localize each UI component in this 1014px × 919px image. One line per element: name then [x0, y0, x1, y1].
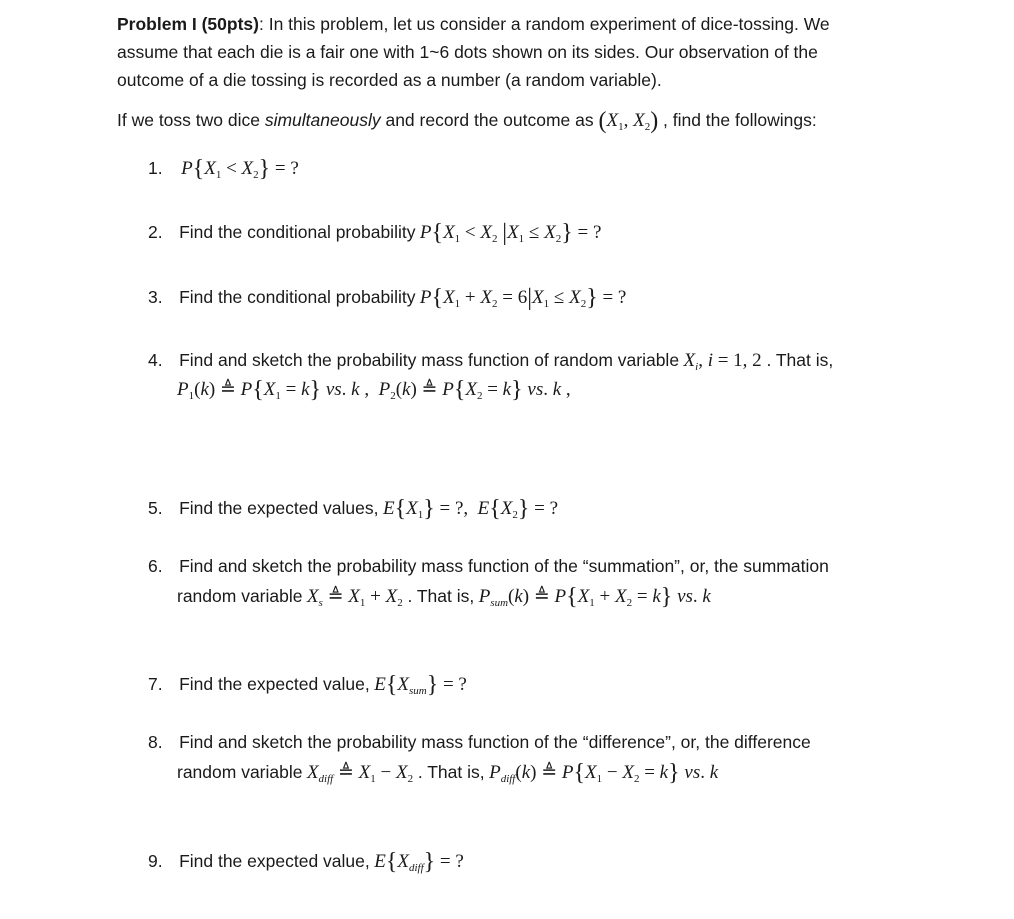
- setup-math: ($X_1$, $X_2$): [598, 108, 659, 134]
- question-9-math: $E\{X_{diff}\}$ = ?: [374, 849, 464, 875]
- question-4: [148, 351, 833, 371]
- question-6-text: Find and sketch the probability mass function of the “summation”, or, the summation: [179, 556, 829, 576]
- question-2-text: Find the conditional probability: [179, 222, 416, 242]
- question-number: 4.: [148, 350, 163, 370]
- question-8: [148, 734, 811, 753]
- question-6-math-2: $P_{sum}(k)$ ≜ $P\{X_1 + X_2 = k\}$ vs. k: [478, 584, 711, 610]
- question-6-line-2: [177, 584, 711, 610]
- question-6: [148, 558, 829, 577]
- setup-sentence: [117, 108, 817, 134]
- question-8-math-2: $P_{diff}(k)$ ≜ $P\{X_1 - X_2 = k\}$ vs. k: [489, 760, 719, 786]
- question-4-text-end: . That is,: [766, 350, 834, 370]
- question-8-line-2-text-2: . That is,: [417, 762, 485, 782]
- question-3-math: $P\{X_1 + X_2 = 6|X_1 \le X_2\}$ = ?: [419, 285, 627, 311]
- setup-emphasis: simultaneously: [264, 110, 381, 130]
- question-8-line-2: [177, 760, 719, 786]
- question-5-math: $E\{X_1\}$ = ?, $E\{X_2\}$ = ?: [382, 496, 559, 522]
- question-number: 9.: [148, 851, 163, 871]
- question-number: 1.: [148, 158, 163, 178]
- question-2: [148, 220, 602, 246]
- setup-post: and record the outcome as: [380, 110, 594, 130]
- question-5: [148, 496, 559, 522]
- setup-end: , find the followings:: [662, 110, 817, 130]
- question-number: 5.: [148, 498, 163, 518]
- problem-heading: Problem I (50pts): [117, 14, 259, 34]
- question-9-text: Find the expected value,: [179, 851, 370, 871]
- question-3-text: Find the conditional probability: [179, 287, 416, 307]
- question-1: [148, 156, 299, 182]
- question-3: [148, 285, 627, 311]
- question-8-math-1: $X_{diff}$ ≜ $X_1 - X_2$: [306, 762, 414, 785]
- intro-line-2: assume that each die is a fair one with 1~6 dots shown on its sides. Our observation of the: [117, 42, 818, 62]
- question-number: 2.: [148, 222, 163, 242]
- question-9: [148, 849, 464, 875]
- question-8-text: Find and sketch the probability mass function of the “difference”, or, the difference: [179, 732, 811, 752]
- question-7-math: $E\{X_{sum}\}$ = ?: [374, 672, 467, 698]
- question-4-text: Find and sketch the probability mass function of random variable: [179, 350, 680, 370]
- question-8-line-2-text: random variable: [177, 762, 303, 782]
- question-5-text: Find the expected values,: [179, 498, 379, 518]
- intro-line-3: outcome of a die tossing is recorded as a number (a random variable).: [117, 70, 662, 90]
- intro-line-1-text: : In this problem, let us consider a random experiment of dice-tossing. We: [258, 14, 830, 34]
- intro-line-1: [117, 16, 830, 34]
- question-number: 3.: [148, 287, 163, 307]
- question-6-math-1: $X_s$ ≜ $X_1 + X_2$: [306, 586, 403, 609]
- question-number: 8.: [148, 732, 163, 752]
- question-number: 7.: [148, 674, 163, 694]
- question-4-line-2: $P_1(k)$ ≜ $P\{X_1 = k\}$ vs. k , $P_2(k)$ ≜ $P\{X_2 = k\}$ vs. k ,: [177, 377, 571, 403]
- question-6-line-2-text: random variable: [177, 586, 303, 606]
- question-6-line-2-text-2: . That is,: [407, 586, 475, 606]
- question-number: 6.: [148, 556, 163, 576]
- question-2-math: $P\{X_1 < X_2$ $|X_1 \le X_2$} = ?: [419, 220, 602, 246]
- question-7-text: Find the expected value,: [179, 674, 370, 694]
- question-7: [148, 672, 467, 698]
- question-1-math: $P\{X_1 < X_2\}$ = ?: [181, 156, 299, 182]
- question-4-math: $X_i$, i = 1, 2: [683, 350, 767, 373]
- setup-pre: If we toss two dice: [117, 110, 265, 130]
